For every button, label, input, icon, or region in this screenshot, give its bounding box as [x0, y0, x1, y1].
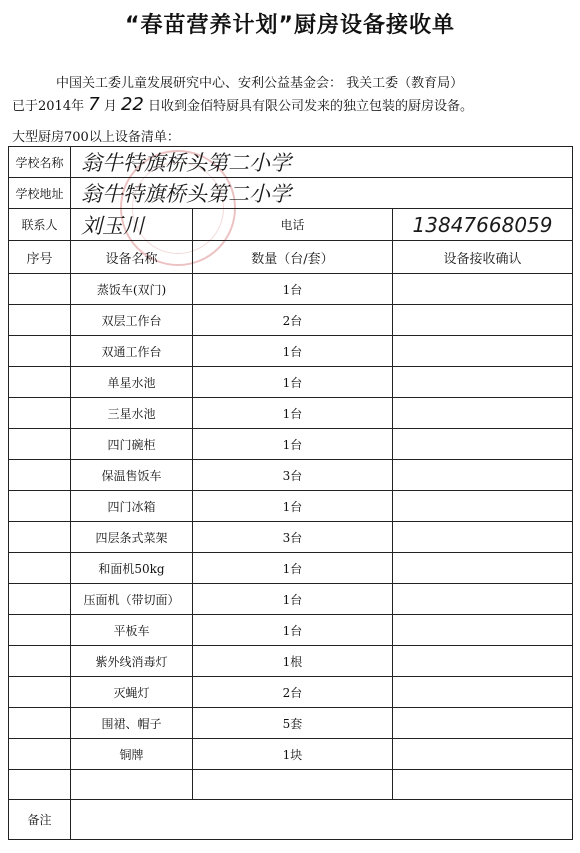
- table-row: [9, 460, 573, 491]
- quantity-cell: 1台: [193, 553, 393, 584]
- school-address-label: 学校地址: [9, 178, 71, 209]
- quantity-cell: 1台: [193, 491, 393, 522]
- row-index-cell: [9, 522, 71, 553]
- table-row: [9, 336, 573, 367]
- receipt-confirmation-cell[interactable]: [393, 739, 573, 770]
- table-row: [9, 677, 573, 708]
- receipt-confirmation-cell[interactable]: [393, 305, 573, 336]
- receipt-confirmation-cell[interactable]: [393, 336, 573, 367]
- row-index-cell: [9, 460, 71, 491]
- quantity-cell: 3台: [193, 522, 393, 553]
- table-row: [9, 305, 573, 336]
- equipment-name-cell: 灭蝇灯: [71, 677, 193, 708]
- quantity-cell: 5套: [193, 708, 393, 739]
- contact-label: 联系人: [9, 209, 71, 241]
- table-row: [9, 522, 573, 553]
- equipment-name-cell: 保温售饭车: [71, 460, 193, 491]
- header-quantity: 数量（台/套）: [193, 241, 393, 274]
- receipt-confirmation-cell[interactable]: [393, 646, 573, 677]
- receipt-confirmation-cell[interactable]: [393, 584, 573, 615]
- remarks-label: 备注: [9, 800, 71, 840]
- equipment-name-cell: 平板车: [71, 615, 193, 646]
- document-title: “春苗营养计划”厨房设备接收单: [125, 13, 455, 38]
- row-index-cell: [9, 708, 71, 739]
- row-index-cell: [9, 584, 71, 615]
- row-index-cell: [9, 739, 71, 770]
- equipment-name-cell: 紫外线消毒灯: [71, 646, 193, 677]
- row-index-cell: [9, 615, 71, 646]
- equipment-name-cell: 单星水池: [71, 367, 193, 398]
- receipt-confirmation-cell[interactable]: [393, 460, 573, 491]
- intro-line-1: 中国关工委儿童发展研究中心、安利公益基金会： 我关工委（教育局）: [56, 76, 464, 91]
- receipt-confirmation-cell[interactable]: [393, 677, 573, 708]
- row-index-cell: [9, 770, 71, 800]
- equipment-name-cell: 和面机50kg: [71, 553, 193, 584]
- quantity-cell: 1块: [193, 739, 393, 770]
- row-index-cell: [9, 491, 71, 522]
- table-row: [9, 553, 573, 584]
- quantity-cell: 1台: [193, 398, 393, 429]
- table-row: [9, 739, 573, 770]
- quantity-cell: 1台: [193, 367, 393, 398]
- equipment-name-cell: 围裙、帽子: [71, 708, 193, 739]
- table-row: [9, 646, 573, 677]
- equipment-list-title: 大型厨房700以上设备清单：: [12, 130, 180, 145]
- handwritten-day: 22: [120, 94, 144, 115]
- remarks-row: [9, 800, 573, 840]
- equipment-name-cell: 三星水池: [71, 398, 193, 429]
- table-row: [9, 429, 573, 460]
- quantity-cell: 1台: [193, 584, 393, 615]
- equipment-name-cell: 四层条式菜架: [71, 522, 193, 553]
- intro-prefix: 已于2014年: [12, 99, 85, 114]
- school-name-field[interactable]: 翁牛特旗桥头第二小学: [71, 147, 573, 178]
- receipt-confirmation-cell[interactable]: [393, 615, 573, 646]
- quantity-cell: 1台: [193, 429, 393, 460]
- equipment-name-cell: 四门碗柜: [71, 429, 193, 460]
- row-index-cell: [9, 367, 71, 398]
- equipment-name-cell: 蒸饭车(双门): [71, 274, 193, 305]
- table-row: [9, 584, 573, 615]
- quantity-cell: 2台: [193, 677, 393, 708]
- table-row: [9, 491, 573, 522]
- equipment-name-cell: 铜牌: [71, 739, 193, 770]
- intro-month-unit: 月: [103, 99, 117, 114]
- equipment-name-cell: 双通工作台: [71, 336, 193, 367]
- school-address-row: [9, 178, 573, 209]
- receipt-confirmation-cell[interactable]: [393, 553, 573, 584]
- equipment-name-cell: 双层工作台: [71, 305, 193, 336]
- contact-row: [9, 209, 573, 241]
- quantity-cell: 1台: [193, 274, 393, 305]
- equipment-name-cell: [71, 770, 193, 800]
- header-index: 序号: [9, 241, 71, 274]
- row-index-cell: [9, 336, 71, 367]
- phone-label: 电话: [193, 209, 393, 241]
- row-index-cell: [9, 274, 71, 305]
- header-receipt-confirmation: 设备接收确认: [393, 241, 573, 274]
- receipt-confirmation-cell[interactable]: [393, 770, 573, 800]
- row-index-cell: [9, 398, 71, 429]
- school-address-field[interactable]: 翁牛特旗桥头第二小学: [71, 178, 573, 209]
- phone-field[interactable]: 13847668059: [393, 209, 573, 241]
- receipt-confirmation-cell[interactable]: [393, 398, 573, 429]
- school-name-row: [9, 147, 573, 178]
- table-row: [9, 398, 573, 429]
- quantity-cell: 1台: [193, 336, 393, 367]
- quantity-cell: 1台: [193, 615, 393, 646]
- table-row: [9, 274, 573, 305]
- remarks-field[interactable]: [71, 800, 573, 840]
- receipt-confirmation-cell[interactable]: [393, 367, 573, 398]
- equipment-name-cell: 四门冰箱: [71, 491, 193, 522]
- row-index-cell: [9, 646, 71, 677]
- equipment-name-cell: 压面机（带切面）: [71, 584, 193, 615]
- receipt-confirmation-cell[interactable]: [393, 491, 573, 522]
- receipt-confirmation-cell[interactable]: [393, 522, 573, 553]
- school-name-label: 学校名称: [9, 147, 71, 178]
- table-row-blank: [9, 770, 573, 800]
- intro-line-2: [12, 94, 572, 115]
- row-index-cell: [9, 553, 71, 584]
- receipt-confirmation-cell[interactable]: [393, 429, 573, 460]
- intro-suffix: 日收到金佰特厨具有限公司发来的独立包装的厨房设备。: [148, 99, 474, 114]
- quantity-cell: 3台: [193, 460, 393, 491]
- quantity-cell: 1根: [193, 646, 393, 677]
- receipt-form-table: [8, 146, 573, 840]
- table-row: [9, 615, 573, 646]
- quantity-cell: [193, 770, 393, 800]
- receipt-confirmation-cell[interactable]: [393, 274, 573, 305]
- row-index-cell: [9, 677, 71, 708]
- row-index-cell: [9, 429, 71, 460]
- row-index-cell: [9, 305, 71, 336]
- handwritten-month: 7: [88, 94, 100, 115]
- header-equipment-name: 设备名称: [71, 241, 193, 274]
- quantity-cell: 2台: [193, 305, 393, 336]
- table-header-row: [9, 241, 573, 274]
- table-row: [9, 367, 573, 398]
- table-row: [9, 708, 573, 739]
- contact-field[interactable]: 刘玉川: [71, 209, 193, 241]
- receipt-confirmation-cell[interactable]: [393, 708, 573, 739]
